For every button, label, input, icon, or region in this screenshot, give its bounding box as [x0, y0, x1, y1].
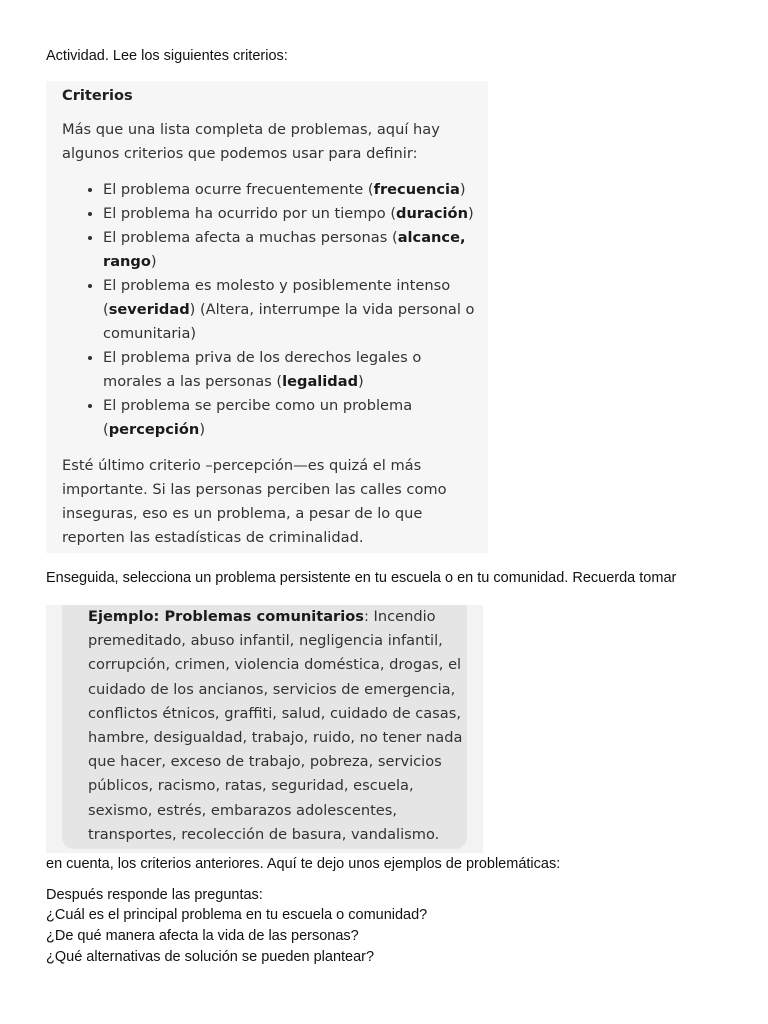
criteria-keyword: percepción — [108, 421, 200, 438]
criteria-text: El problema se percibe como un problema — [103, 397, 413, 414]
criteria-outro-line: inseguras, eso es un problema, a pesar de lo que — [62, 505, 423, 522]
criteria-outro-line: importante. Si las personas perciben las calles como — [62, 481, 447, 498]
criteria-keyword: duración — [396, 205, 468, 222]
example-line: Ejemplo: Problemas comunitarios: Incendio — [88, 608, 436, 625]
example-line: premeditado, abuso infantil, negligencia infantil, — [88, 632, 443, 650]
criteria-item-line — [103, 322, 488, 346]
criteria-item-line — [103, 178, 488, 202]
criteria-text: morales a las personas ( — [103, 373, 283, 390]
criteria-text: ( — [103, 301, 109, 318]
criteria-text: ) — [358, 373, 364, 390]
criteria-item-line — [103, 418, 488, 442]
criteria-keyword: severidad — [108, 301, 190, 318]
criteria-intro — [62, 118, 488, 166]
criteria-item-line — [103, 274, 488, 298]
questions-header: Después responde las preguntas: — [46, 887, 263, 903]
after-instruction: en cuenta, los criterios anteriores. Aquí te dejo unos ejemplos de problemáticas: — [46, 856, 561, 872]
criteria-outro-line: Esté último criterio –percepción—es quizá el más — [62, 457, 422, 474]
criteria-item-line — [103, 346, 488, 370]
example-line: públicos, racismo, ratas, seguridad, escuela, — [88, 777, 414, 795]
criteria-keyword: legalidad — [282, 373, 359, 390]
criteria-text: El problema priva de los derechos legales o — [103, 349, 422, 366]
example-box-wrapper — [46, 605, 483, 853]
criteria-intro-line: algunos criterios que podemos usar para definir: — [62, 145, 418, 162]
example-line: conflictos étnicos, graffiti, salud, cuidado de casas, — [88, 704, 461, 722]
criteria-item-line — [103, 250, 488, 274]
criteria-heading: Criterios — [62, 87, 133, 104]
criteria-text: ) (Altera, interrumpe la vida personal o — [189, 301, 475, 318]
example-label: Ejemplo: Problemas comunitarios — [88, 608, 364, 625]
criteria-item — [103, 394, 488, 442]
criteria-text: comunitaria) — [103, 325, 197, 342]
example-line: cuidado de los ancianos, servicios de emergencia, — [88, 680, 456, 698]
criteria-text: El problema afecta a muchas personas ( — [103, 229, 398, 246]
criteria-item-line — [103, 394, 488, 418]
criteria-item — [103, 202, 488, 226]
criteria-text: ( — [103, 421, 109, 438]
criteria-item — [103, 226, 488, 274]
example-line: transportes, recolección de basura, vandalismo. — [88, 825, 440, 843]
criteria-text: ) — [199, 421, 206, 438]
question-2: ¿De qué manera afecta la vida de las personas? — [46, 928, 359, 944]
criteria-text: ) — [150, 253, 157, 270]
criteria-keyword: rango — [103, 253, 151, 270]
criteria-text: El problema es molesto y posiblemente intenso — [103, 277, 451, 294]
criteria-item-line — [103, 370, 488, 394]
question-3: ¿Qué alternativas de solución se pueden plantear? — [46, 949, 375, 965]
criteria-list — [62, 178, 488, 442]
criteria-outro — [62, 454, 488, 550]
example-line: que hacer, exceso de trabajo, pobreza, servicios — [88, 753, 442, 771]
example-line: sexismo, estrés, embarazos adolescentes, — [88, 801, 398, 819]
criteria-item-line — [103, 298, 488, 322]
criteria-item-line — [103, 202, 488, 226]
criteria-box — [46, 81, 488, 553]
criteria-keyword: frecuencia — [373, 181, 460, 198]
criteria-text: ) — [467, 205, 474, 222]
example-box — [62, 605, 467, 849]
activity-instruction: Actividad. Lee los siguientes criterios: — [46, 48, 288, 64]
example-line: corrupción, crimen, violencia doméstica, drogas, el — [88, 656, 462, 674]
criteria-text: El problema ocurre frecuentemente ( — [103, 181, 374, 198]
example-line: hambre, desigualdad, trabajo, ruido, no tener nada — [88, 729, 463, 747]
criteria-keyword: alcance, — [397, 229, 466, 246]
criteria-item — [103, 178, 488, 202]
criteria-item — [103, 346, 488, 394]
criteria-item — [103, 274, 488, 346]
criteria-item-line — [103, 226, 488, 250]
criteria-text: ) — [459, 181, 466, 198]
question-1: ¿Cuál es el principal problema en tu escuela o comunidad? — [46, 907, 428, 923]
select-instruction: Enseguida, selecciona un problema persistente en tu escuela o en tu comunidad. Recuerda tomar — [46, 570, 677, 586]
criteria-intro-line: Más que una lista completa de problemas, aquí hay — [62, 121, 440, 138]
criteria-text: El problema ha ocurrido por un tiempo ( — [103, 205, 397, 222]
criteria-outro-line: reporten las estadísticas de criminalidad. — [62, 529, 364, 546]
